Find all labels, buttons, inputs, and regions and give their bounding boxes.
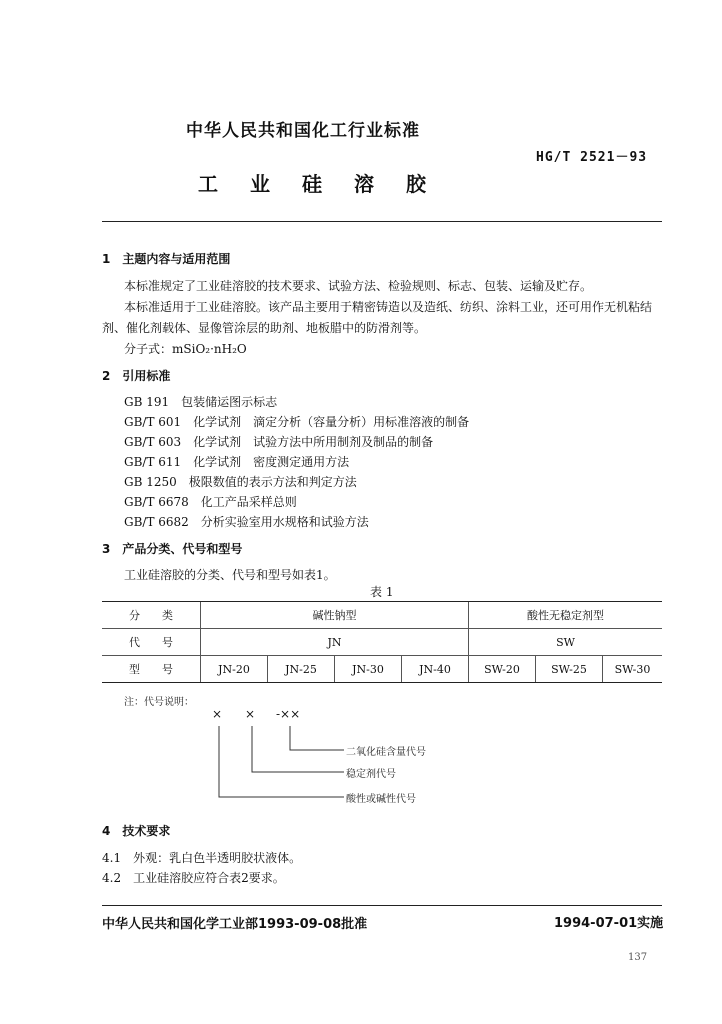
row-label-model: 型 号 bbox=[102, 656, 201, 683]
doc-title-char-3: 硅 bbox=[302, 172, 322, 196]
stabilizer-code-label: 稳定剂代号 bbox=[346, 769, 396, 780]
section-1-paragraph-2b: 剂、催化剂载体、显像管涂层的助剂、地板腊中的防滑剂等。 bbox=[102, 321, 427, 335]
code-symbol-stabilizer: × bbox=[245, 707, 256, 721]
implementation-date: 1994-07-01实施 bbox=[554, 916, 664, 931]
model-cell: SW-25 bbox=[536, 656, 603, 683]
doc-title-char-5: 胶 bbox=[406, 172, 426, 196]
section-1-paragraph-1: 本标准规定了工业硅溶胶的技术要求、试验方法、检验规则、标志、包装、运输及贮存。 bbox=[124, 279, 593, 293]
silica-content-code-label: 二氧化硅含量代号 bbox=[346, 747, 426, 758]
reference-item: GB/T 611 化学试剂 密度测定通用方法 bbox=[124, 455, 350, 469]
alkaline-sodium-type-cell: 碱性钠型 bbox=[201, 602, 469, 629]
code-jn-cell: JN bbox=[201, 629, 469, 656]
table-1-caption: 表 1 bbox=[370, 585, 394, 599]
reference-item: GB/T 603 化学试剂 试验方法中所用制剂及制品的制备 bbox=[124, 435, 434, 449]
section-2-heading: 2 引用标准 bbox=[102, 369, 171, 383]
reference-item: GB/T 6682 分析实验室用水规格和试验方法 bbox=[124, 515, 369, 529]
section-3-heading: 3 产品分类、代号和型号 bbox=[102, 542, 243, 556]
approval-statement: 中华人民共和国化学工业部1993-09-08批准 bbox=[102, 917, 368, 932]
requirement-4-2: 4.2 工业硅溶胶应符合表2要求。 bbox=[102, 871, 285, 885]
page-number: 137 bbox=[628, 952, 648, 963]
acid-base-code-label: 酸性或碱性代号 bbox=[346, 794, 416, 805]
model-cell: JN-25 bbox=[268, 656, 335, 683]
standard-org-title: 中华人民共和国化工行业标准 bbox=[186, 121, 420, 141]
doc-title-char-2: 业 bbox=[250, 172, 270, 196]
section-3-intro: 工业硅溶胶的分类、代号和型号如表1。 bbox=[124, 568, 336, 582]
reference-item: GB 1250 极限数值的表示方法和判定方法 bbox=[124, 475, 357, 489]
model-cell: JN-30 bbox=[335, 656, 402, 683]
model-cell: SW-20 bbox=[469, 656, 536, 683]
section-1-paragraph-2a: 本标准适用于工业硅溶胶。该产品主要用于精密铸造以及造纸、纺织、涂料工业，还可用作无机粘结 bbox=[124, 300, 653, 314]
molecular-formula: 分子式：mSiO₂·nH₂O bbox=[124, 342, 247, 356]
section-1-heading: 1 主题内容与适用范围 bbox=[102, 252, 231, 266]
silica-code-connector bbox=[290, 726, 344, 750]
doc-title-char-1: 工 bbox=[198, 172, 218, 196]
acid-base-code-connector bbox=[219, 726, 344, 797]
requirement-4-1: 4.1 外观：乳白色半透明胶状液体。 bbox=[102, 851, 302, 865]
row-label-code: 代 号 bbox=[102, 629, 201, 656]
acidic-no-stabilizer-type-cell: 酸性无稳定剂型 bbox=[469, 602, 663, 629]
standard-code: HG/T 2521－93 bbox=[536, 150, 648, 165]
stabilizer-code-connector bbox=[252, 726, 344, 772]
code-note: 注：代号说明： bbox=[124, 697, 194, 708]
code-symbol-silica: -×× bbox=[276, 707, 301, 721]
reference-item: GB/T 6678 化工产品采样总则 bbox=[124, 495, 297, 509]
code-symbol-acid-base: × bbox=[212, 707, 223, 721]
section-4-heading: 4 技术要求 bbox=[102, 824, 171, 838]
code-sw-cell: SW bbox=[469, 629, 663, 656]
model-cell: SW-30 bbox=[603, 656, 663, 683]
reference-item: GB/T 601 化学试剂 滴定分析（容量分析）用标准溶液的制备 bbox=[124, 415, 470, 429]
reference-item: GB 191 包装储运图示标志 bbox=[124, 395, 278, 409]
row-label-classification: 分 类 bbox=[102, 602, 201, 629]
model-cell: JN-20 bbox=[201, 656, 268, 683]
footer-divider bbox=[102, 905, 662, 906]
model-cell: JN-40 bbox=[402, 656, 469, 683]
doc-title-char-4: 溶 bbox=[354, 172, 374, 196]
